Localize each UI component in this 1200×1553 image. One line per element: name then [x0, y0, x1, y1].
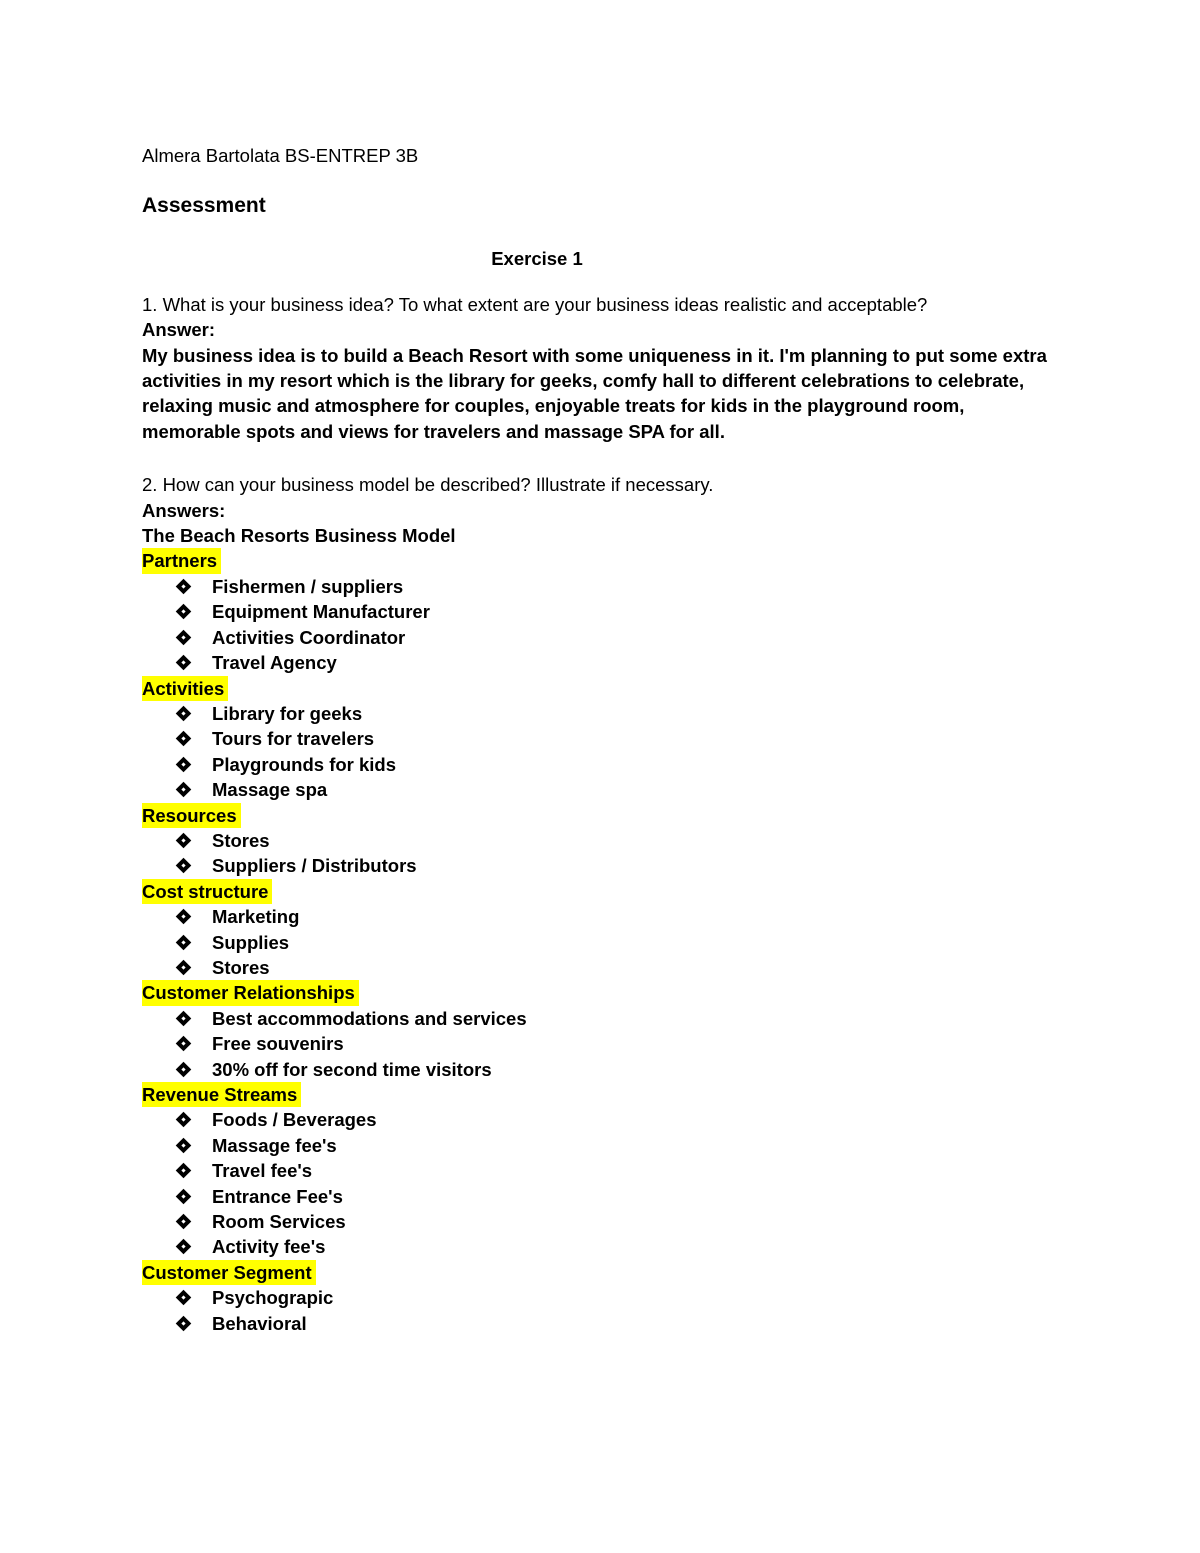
- bullet-item: [142, 1006, 1072, 1031]
- bullet-text: Playgrounds for kids: [212, 753, 397, 775]
- diamond-bullet-icon: [176, 782, 192, 798]
- bullet-text: Tours for travelers: [212, 728, 375, 750]
- diamond-bullet-icon: [176, 629, 192, 645]
- bullet-text: Marketing: [212, 906, 300, 928]
- question-1-answer-line: My business idea is to build a Beach Resort with some uniqueness in it. I'm planning to put some extra: [142, 344, 1047, 366]
- bullet-text: Suppliers / Distributors: [212, 855, 417, 877]
- section-heading: [142, 1260, 1072, 1285]
- section-heading: [142, 879, 1072, 904]
- diamond-bullet-icon: [176, 1112, 192, 1128]
- bullet-list: [142, 828, 1072, 879]
- section-label-highlight: Partners: [142, 548, 221, 573]
- bullet-item: [142, 1285, 1072, 1310]
- question-2-answer-label: Answers:: [142, 499, 226, 521]
- bullet-item: [142, 650, 1072, 675]
- bullet-item: [142, 777, 1072, 802]
- bullet-item: [142, 1184, 1072, 1209]
- diamond-bullet-icon: [176, 1214, 192, 1230]
- diamond-bullet-icon: [176, 579, 192, 595]
- diamond-bullet-icon: [176, 604, 192, 620]
- bullet-item: [142, 599, 1072, 624]
- bullet-text: 30% off for second time visitors: [212, 1058, 492, 1080]
- bullet-list: [142, 1107, 1072, 1259]
- bullet-text: Massage fee's: [212, 1134, 337, 1156]
- question-1-answer-line: memorable spots and views for travelers and massage SPA for all.: [142, 420, 725, 442]
- model-section: [142, 1260, 1072, 1336]
- bullet-text: Massage spa: [212, 779, 328, 801]
- bullet-list: [142, 1006, 1072, 1082]
- diamond-bullet-icon: [176, 909, 192, 925]
- bullet-item: [142, 1057, 1072, 1082]
- bullet-item: [142, 1158, 1072, 1183]
- bullet-item: [142, 1107, 1072, 1132]
- diamond-bullet-icon: [176, 833, 192, 849]
- bullet-text: Activities Coordinator: [212, 626, 406, 648]
- bullet-item: [142, 1209, 1072, 1234]
- diamond-bullet-icon: [176, 1188, 192, 1204]
- diamond-bullet-icon: [176, 1036, 192, 1052]
- bullet-item: [142, 574, 1072, 599]
- section-label-highlight: Revenue Streams: [142, 1082, 301, 1107]
- bullet-text: Supplies: [212, 931, 290, 953]
- bullet-text: Behavioral: [212, 1312, 307, 1334]
- bullet-text: Travel Agency: [212, 652, 337, 674]
- model-section: [142, 980, 1072, 1082]
- bullet-item: [142, 1234, 1072, 1259]
- bullet-item: [142, 828, 1072, 853]
- diamond-bullet-icon: [176, 655, 192, 671]
- bullet-item: [142, 1031, 1072, 1056]
- diamond-bullet-icon: [176, 1163, 192, 1179]
- section-heading: [142, 803, 1072, 828]
- section-heading: [142, 548, 1072, 573]
- diamond-bullet-icon: [176, 731, 192, 747]
- section-label-highlight: Customer Relationships: [142, 980, 359, 1005]
- section-heading: [142, 676, 1072, 701]
- bullet-text: Best accommodations and services: [212, 1007, 527, 1029]
- diamond-bullet-icon: [176, 960, 192, 976]
- bullet-list: [142, 1285, 1072, 1336]
- bullet-list: [142, 574, 1072, 676]
- diamond-bullet-icon: [176, 756, 192, 772]
- section-label-highlight: Cost structure: [142, 879, 272, 904]
- diamond-bullet-icon: [176, 1138, 192, 1154]
- business-model-sections: [142, 548, 1072, 1336]
- business-model-title: The Beach Resorts Business Model: [142, 525, 456, 547]
- bullet-text: Entrance Fee's: [212, 1185, 343, 1207]
- model-section: [142, 676, 1072, 803]
- document-page: [142, 143, 1072, 1336]
- page-title: Assessment: [142, 194, 266, 218]
- bullet-item: [142, 1311, 1072, 1336]
- bullet-text: Library for geeks: [212, 702, 363, 724]
- question-1-answer-line: activities in my resort which is the library for geeks, comfy hall to different celebrations to celebrate,: [142, 370, 1025, 392]
- section-heading: [142, 980, 1072, 1005]
- diamond-bullet-icon: [176, 1290, 192, 1306]
- diamond-bullet-icon: [176, 858, 192, 874]
- bullet-item: [142, 930, 1072, 955]
- section-label-highlight: Activities: [142, 676, 228, 701]
- author-line: Almera Bartolata BS-ENTREP 3B: [142, 145, 419, 166]
- bullet-item: [142, 752, 1072, 777]
- question-1-prompt: 1. What is your business idea? To what extent are your business ideas realistic and acceptable?: [142, 293, 928, 315]
- question-1-answer-label: Answer:: [142, 319, 215, 341]
- bullet-list: [142, 904, 1072, 980]
- bullet-text: Stores: [212, 829, 270, 851]
- bullet-item: [142, 904, 1072, 929]
- model-section: [142, 548, 1072, 675]
- section-label-highlight: Customer Segment: [142, 1260, 316, 1285]
- bullet-text: Travel fee's: [212, 1160, 313, 1182]
- model-section: [142, 1082, 1072, 1260]
- bullet-text: Equipment Manufacturer: [212, 601, 430, 623]
- bullet-item: [142, 701, 1072, 726]
- bullet-list: [142, 701, 1072, 803]
- bullet-item: [142, 1133, 1072, 1158]
- diamond-bullet-icon: [176, 1239, 192, 1255]
- section-heading: [142, 1082, 1072, 1107]
- diamond-bullet-icon: [176, 934, 192, 950]
- bullet-text: Fishermen / suppliers: [212, 575, 404, 597]
- bullet-text: Psychograpic: [212, 1287, 334, 1309]
- bullet-item: [142, 625, 1072, 650]
- diamond-bullet-icon: [176, 1061, 192, 1077]
- section-label-highlight: Resources: [142, 803, 241, 828]
- bullet-text: Stores: [212, 956, 270, 978]
- exercise-label: Exercise 1: [491, 248, 583, 270]
- diamond-bullet-icon: [176, 1011, 192, 1027]
- model-section: [142, 879, 1072, 981]
- model-section: [142, 803, 1072, 879]
- bullet-item: [142, 955, 1072, 980]
- bullet-item: [142, 726, 1072, 751]
- bullet-text: Activity fee's: [212, 1236, 326, 1258]
- bullet-text: Free souvenirs: [212, 1033, 344, 1055]
- bullet-item: [142, 853, 1072, 878]
- bullet-text: Room Services: [212, 1211, 346, 1233]
- question-2-prompt: 2. How can your business model be described? Illustrate if necessary.: [142, 474, 714, 496]
- diamond-bullet-icon: [176, 706, 192, 722]
- exercise-heading: [142, 246, 1072, 271]
- diamond-bullet-icon: [176, 1315, 192, 1331]
- bullet-text: Foods / Beverages: [212, 1109, 377, 1131]
- question-1-answer-line: relaxing music and atmosphere for couples, enjoyable treats for kids in the playground room,: [142, 395, 965, 417]
